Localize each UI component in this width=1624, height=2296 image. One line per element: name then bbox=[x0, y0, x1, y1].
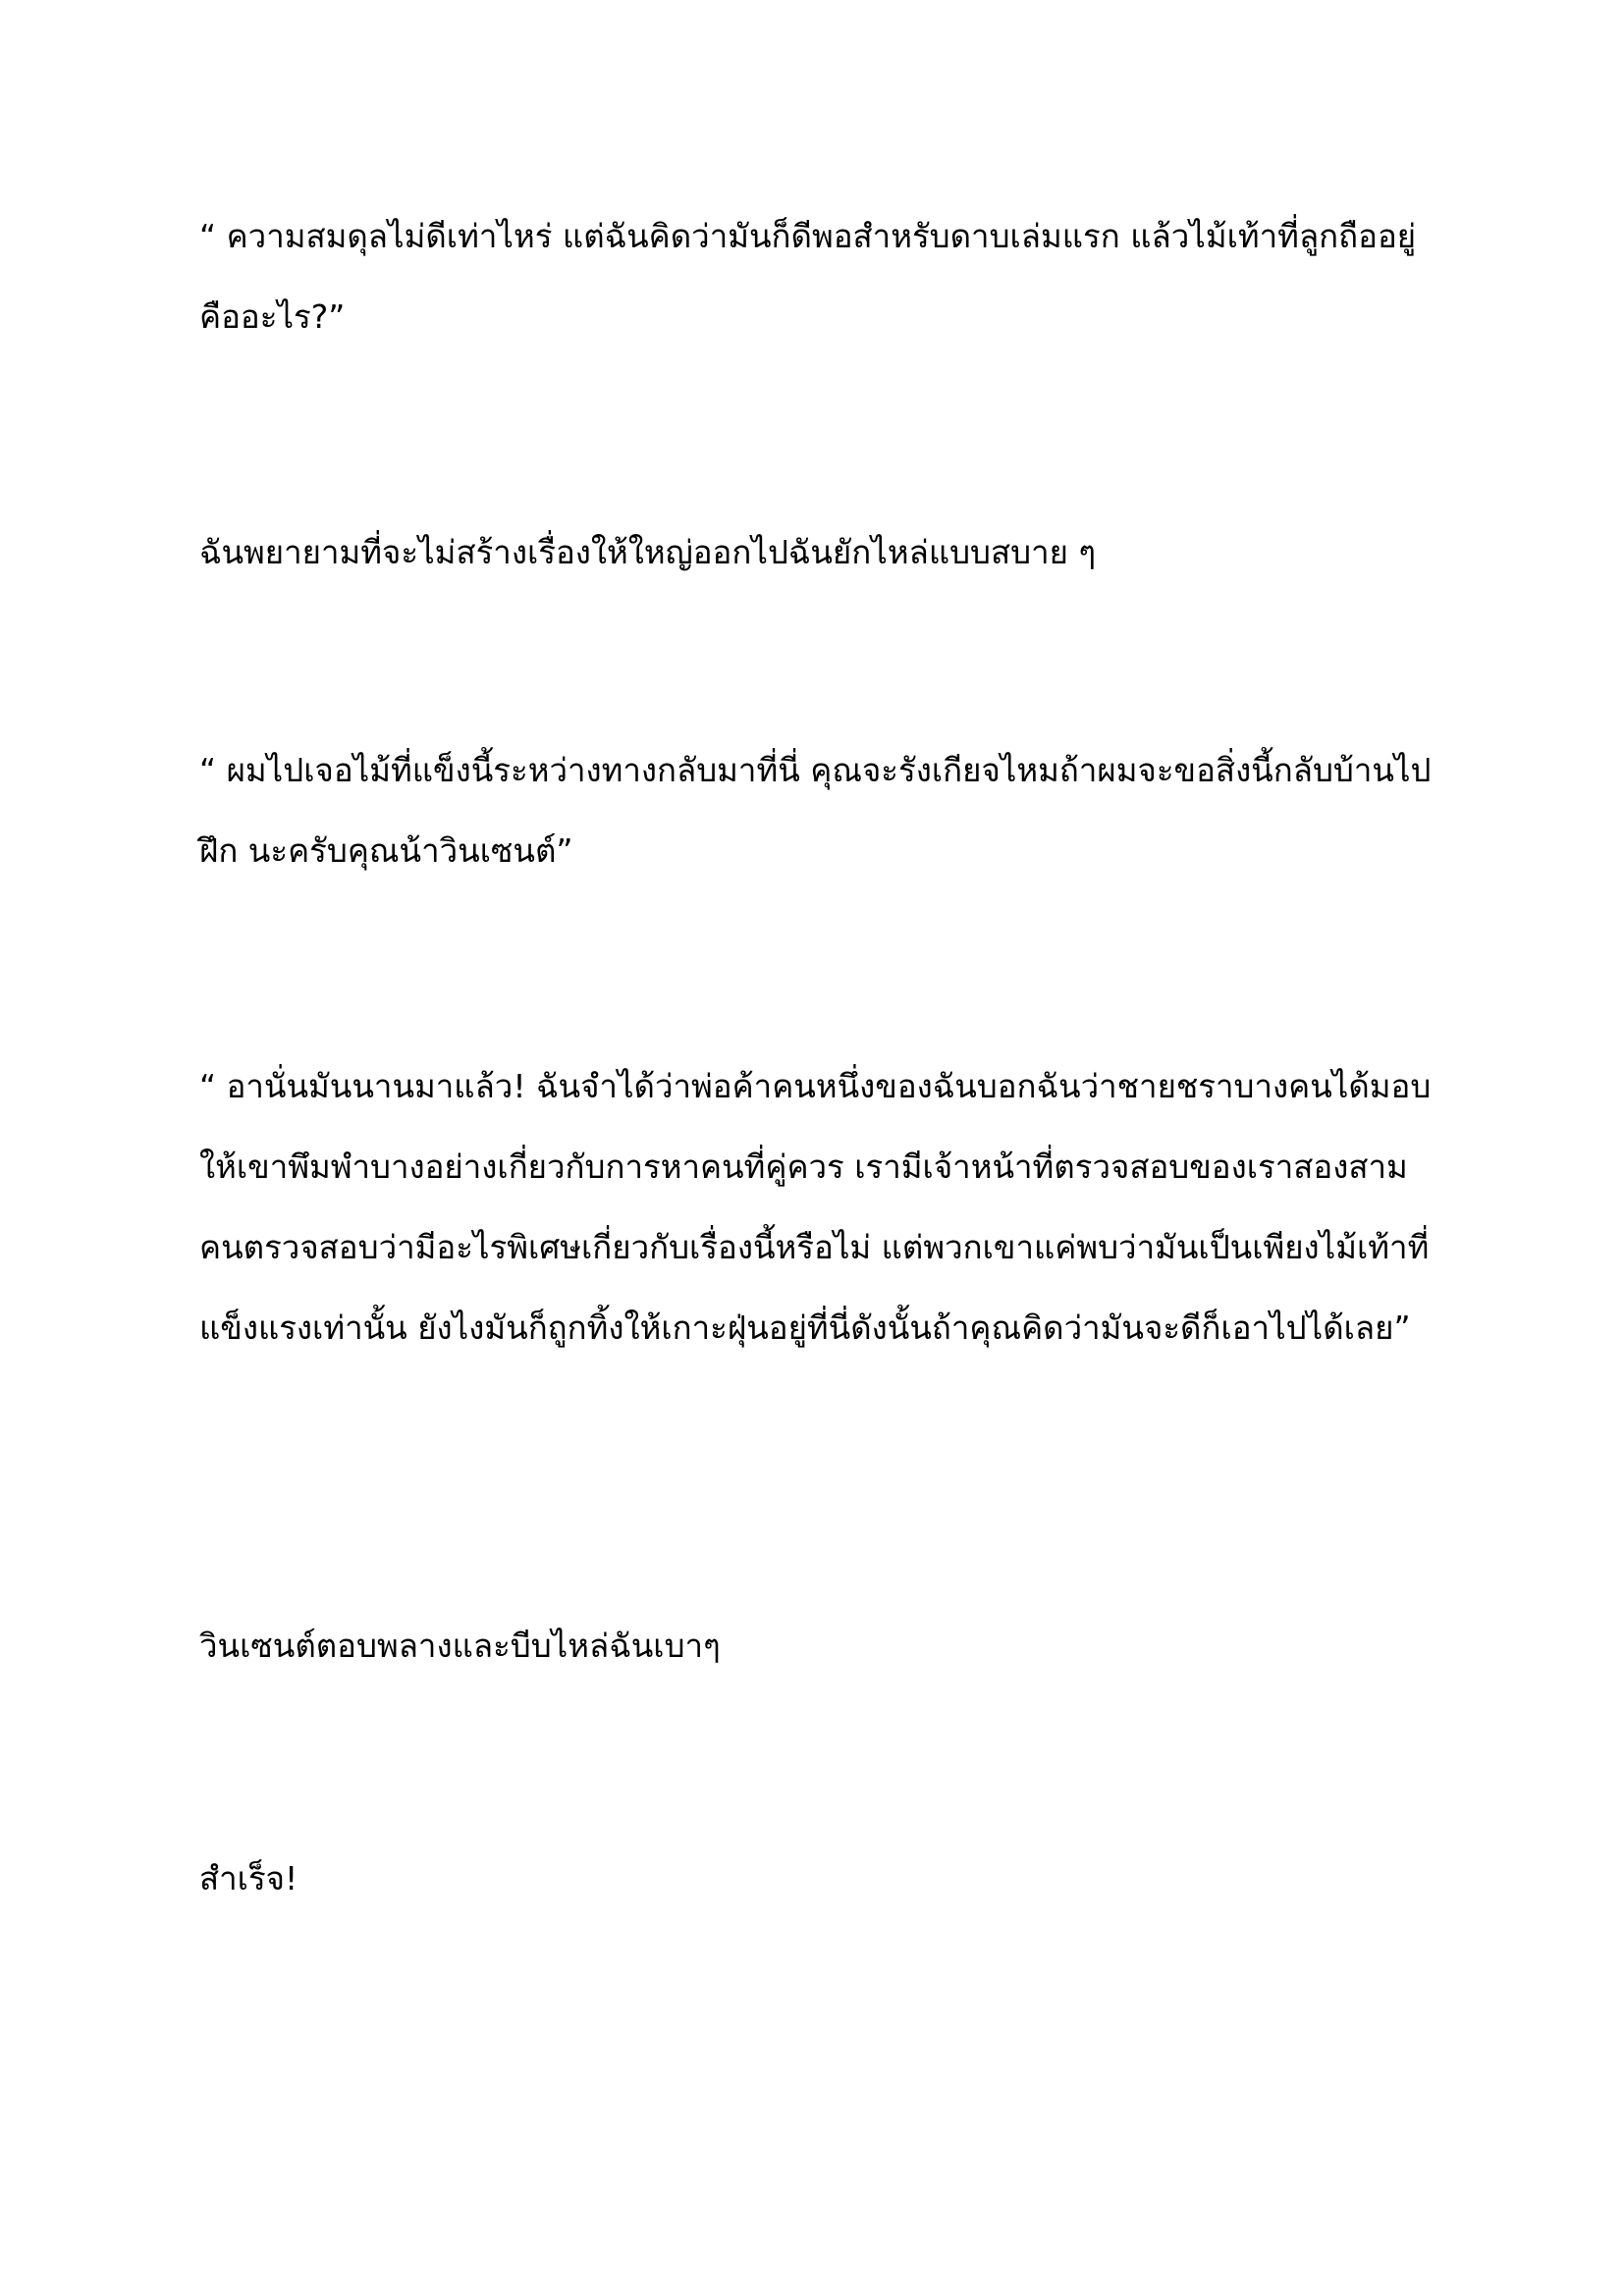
paragraph-success: สำเร็จ! bbox=[199, 1859, 298, 1897]
paragraph-dialogue-stick: “ ผมไปเจอไม้ที่แข็งนี้ระหว่างทางกลับมาที่นี่ คุณจะรังเกียจไหมถ้าผมจะขอสิ่งนี้กลับบ้านไปฝึก นะครับคุณน้าวินเซนต์” bbox=[199, 751, 1432, 870]
paragraph-dialogue-balance: “ ความสมดุลไม่ดีเท่าไหร่ แต่ฉันคิดว่ามันก็ดีพอสำหรับดาบเล่มแรก แล้วไม้เท้าที่ลูกถืออยู่คืออะไร?” bbox=[199, 217, 1417, 336]
paragraph-vincent-reply: วินเซนต์ตอบพลางและบีบไหล่ฉันเบาๆ bbox=[199, 1627, 721, 1665]
paragraph-shrug: ฉันพยายามที่จะไม่สร้างเรื่องให้ใหญ่ออกไปฉันยักไหล่แบบสบาย ๆ bbox=[199, 533, 1097, 571]
paragraph-dialogue-vincent: “ อานั่นมันนานมาแล้ว! ฉันจำได้ว่าพ่อค้าคนหนึ่งของฉันบอกฉันว่าชายชราบางคนได้มอบให้เขาพึมพำบางอย่างเกี่ยวกับการหาคนที่คู่ควร เรามีเจ้าหน้าที่ตรวจสอบของเราสองสามคนตรวจสอบว่ามีอะไรพิเศษเกี่ยวกับเรื่องนี้หรือไม่ แต่พวกเขาแค่พบว่ามันเป็นเพียงไม้เท้าที่แข็งแรงเท่านั้น ยังไงมันก็ถูกทิ้งให้เกาะฝุ่นอยู่ที่นี่ดังนั้นถ้าคุณคิดว่ามันจะดีก็เอาไปได้เลย” bbox=[199, 1067, 1432, 1347]
